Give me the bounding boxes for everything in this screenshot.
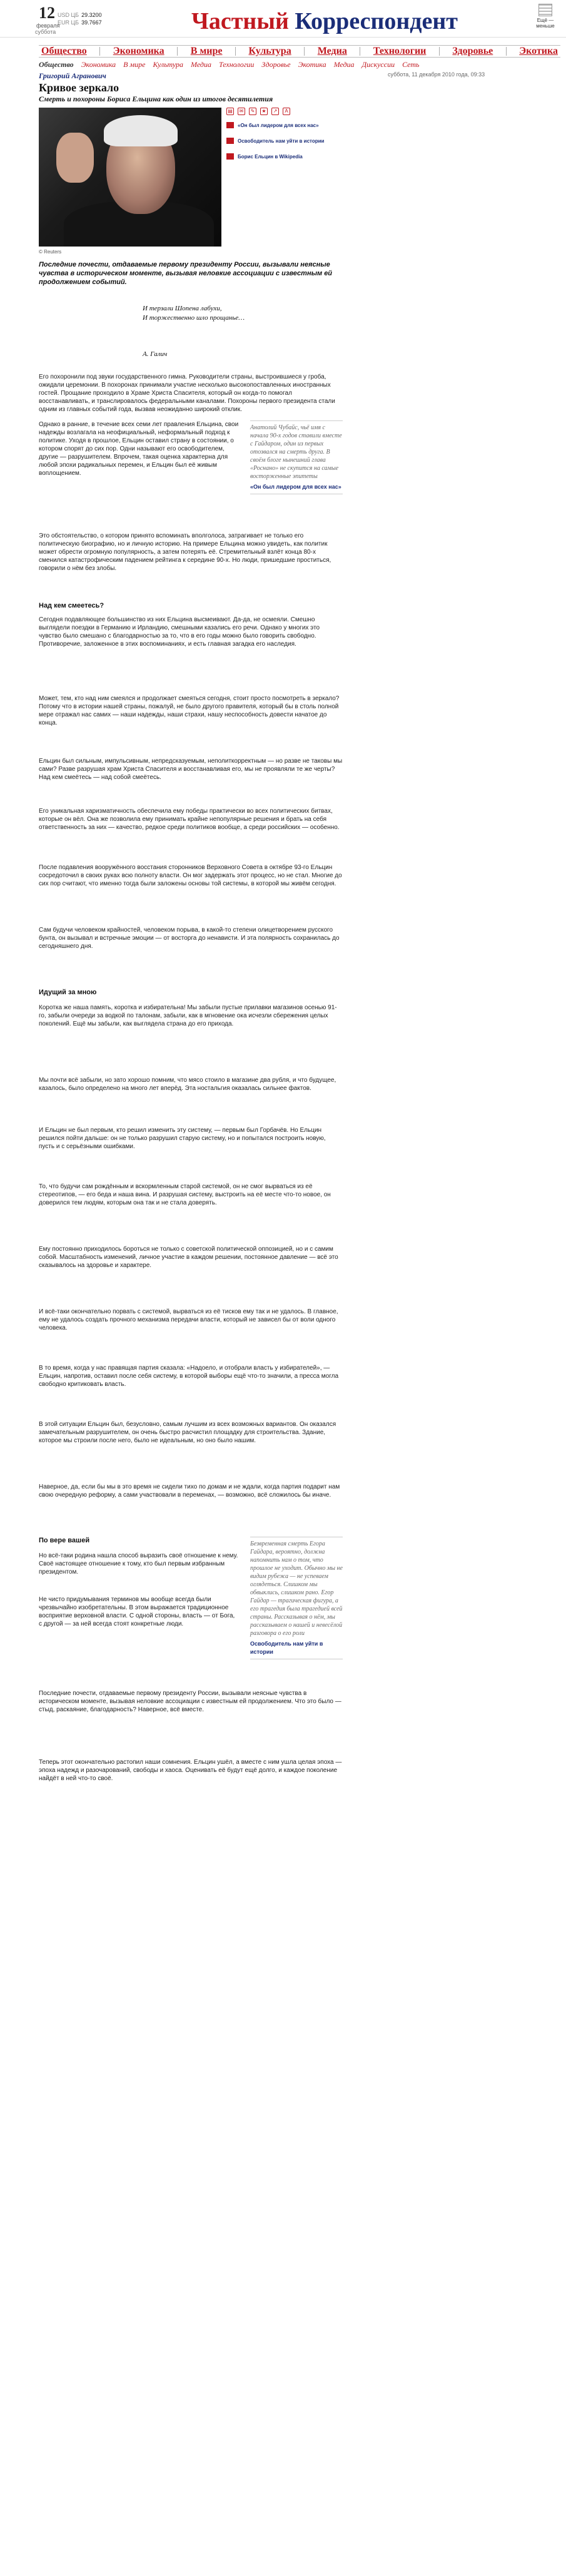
article-lead: Последние почести, отдаваемые первому президенту России, вызывали неясные чувства в историческом моменте, вызывая неловкие ассоциации с известным ей продолжением событий. <box>39 261 333 286</box>
font-size-icon[interactable]: A <box>283 108 290 115</box>
article-paragraph: Сегодня подавляющее большинство из них Ельцина высмеивают. Да-да, не осмеяли. Смешно выглядели поездки в Германию и Ирландию, смешными казались его речи. Однако у многих это чувство было смешано с благодарностью за то, что в его годы можно было говорить свободно. Противоречие, заложенное в этих воспоминаниях, и есть главная загадка его наследия. <box>39 616 320 648</box>
epigraph-line: И торжественно шло прощанье… <box>143 314 245 322</box>
logo-word-1: Частный <box>191 8 289 34</box>
rate-usd: USD ЦБ 29.3200 <box>58 12 102 18</box>
article-paragraph: Но всё-таки родина нашла способ выразить своё отношение к нему. Своё настоящее отношение к тому, кто был первым избранным президентом. <box>39 1552 238 1576</box>
related-link[interactable]: Освободитель нам уйти в истории <box>226 138 333 144</box>
photo-credit: © Reuters <box>39 249 62 255</box>
article-paragraph: И всё-таки окончательно порвать с системой, вырваться из её тисков ему так и не удалось. В главное, ему не удалось создать прочного механизма передачи власти, который не зависел бы от воли одного человека. <box>39 1308 338 1331</box>
photo-figure-hand <box>56 133 94 183</box>
share-icon[interactable]: ↗ <box>271 108 279 115</box>
date-month: февраля <box>36 23 60 29</box>
article-meta: суббота, 11 декабря 2010 года, 09:33 <box>388 71 485 78</box>
nav-divider <box>439 47 440 56</box>
subnav-item[interactable]: В мире <box>123 60 146 69</box>
subnav-item[interactable]: Дискуссии <box>361 60 395 69</box>
pull-quote-link[interactable]: «Он был лидером для всех нас» <box>250 484 341 490</box>
subnav-item[interactable]: Экотика <box>298 60 326 69</box>
nav-item-tech[interactable]: Технологии <box>373 46 427 56</box>
nav-item-exotic[interactable]: Экотика <box>519 46 558 56</box>
reader-mode-button[interactable] <box>532 4 559 29</box>
nav-divider <box>235 47 236 56</box>
nav-divider <box>99 47 100 56</box>
article-paragraph: Ему постоянно приходилось бороться не только с советской политической оппозицией, но и с самим собой. Масштабность изменений, личное участие в каждом решении, постоянное давление — всё это сказывалось на здоровье и характере. <box>39 1246 338 1269</box>
subnav-item[interactable]: Экономика <box>81 60 116 69</box>
photo-figure-hair <box>104 115 178 146</box>
subnav-item[interactable]: Культура <box>153 60 184 69</box>
epigraph-author: А. Галич <box>143 350 168 358</box>
article-paragraph: Это обстоятельство, о котором принято вспоминать вполголоса, затрагивает не только его политическую биографию, но и личную историю. На примере Ельцина можно увидеть, как политик может обрести огромную популярность, а затем потерять её. Стремительный взлёт конца 80-х сменился катастрофическим падением рейтинга к середине 90-х. Но люди, пришедшие проститься, говорили о нём без злобы. <box>39 532 331 572</box>
pull-quote-text: Анатолий Чубайс, чьё имя с начала 90-х годов ставили вместе с Гайдаром, один из первых отозвался на смерть друга. В своём блоге нынешний глава «Роснано» не скупится на самые восторженные эпитеты <box>250 424 342 480</box>
article-subtitle: Смерть и похороны Бориса Ельцина как один из итогов десятилетия <box>39 94 273 103</box>
site-logo[interactable] <box>191 8 458 35</box>
email-icon[interactable]: ✉ <box>238 108 245 115</box>
pull-quote <box>250 420 343 494</box>
article-photo <box>39 108 221 247</box>
pull-quote-text: Безвременная смерть Егора Гайдара, вероятно, должна напомнить нам о том, что прошлое не уходит. Обычно мы не видим рубежа — не успеваем оглядеться. Слишком мы обвыклись, слишком рано. Егор Гайдар — трагическая фигура, а его трагедия была трагедией всей страны. Рассказывая о нём, мы рассказываем о нашей и невесёлой разговора о его роли <box>250 1540 343 1637</box>
bookmark-icon[interactable]: ★ <box>260 108 268 115</box>
section-heading: По вере вашей <box>39 1537 90 1544</box>
nav-divider <box>177 47 178 56</box>
article-paragraph: В этой ситуации Ельцин был, безусловно, самым лучшим из всех возможных вариантов. Он оказался замечательным разрушителем, он очень быстро расчистил площадку для строительства. Здание, которое мы строили после него, было не идеальным, но оно было нашим. <box>39 1421 336 1444</box>
article-paragraph: После подавления вооружённого восстания сторонников Верховного Совета в октябре 93-го Ельцин сосредоточил в своих руках всю полноту власти. Он мог задержать этот процесс, но не стал. Многие до сих пор считают, что именно тогда были заложены основы той системы, в которой мы живём сегодня. <box>39 864 342 887</box>
main-nav <box>39 45 560 58</box>
article-paragraph: Однако в ранние, в течение всех семи лет правления Ельцина, свои надежды возлагала на неофициальный, неформальный подход к политике. Уходя в прошлое, Ельцин оставил страну в состоянии, о котором спорят до сих пор. Одни называют его освободителем, другие — разрушителем. Впрочем, такая оценка характерна для любой эпохи радикальных перемен, и Ельцин был её живым воплощением. <box>39 421 239 477</box>
pull-quote <box>250 1537 343 1659</box>
subnav-item[interactable]: Технологии <box>218 60 255 69</box>
article-paragraph: В то время, когда у нас правящая партия сказала: «Надоело, и отобрали власть у избирателей», — Ельцин, напротив, оставил после себя систему, в которой выборы ещё что-то значили, а пресса могла свободно критиковать власть. <box>39 1365 339 1388</box>
nav-divider <box>506 47 507 56</box>
nav-divider <box>304 47 305 56</box>
article-paragraph: Наверное, да, если бы мы в это время не сидели тихо по домам и не ждали, когда партия подарит нам свою очередную реформу, а сами участвовали в переменах, — возможно, всё сложилось бы иначе. <box>39 1484 340 1499</box>
article-paragraph: Его уникальная харизматичность обеспечила ему победы практически во всех политических битвах, которые он вёл. Она же позволила ему принимать крайне непопулярные решения и брать на себя ответственность за них — качество, редкое среди политиков вообще, а среди российских — особенно. <box>39 808 340 831</box>
article-paragraph: То, что будучи сам рождённым и вскормленным старой системой, он не смог вырваться из её стереотипов, — его беда и наша вина. И разрушая систему, выстроить на её месте что-то новое, он доверился тем людям, которым она так и не стала доверять. <box>39 1183 331 1206</box>
article-paragraph: И Ельцин не был первым, кто решил изменить эту систему, — первым был Горбачёв. Но Ельцин решился пойти дальше: он не только разрушил старую систему, но и попытался построить новую, пусть и с серьёзными ошибками. <box>39 1127 326 1150</box>
article-paragraph: Мы почти всё забыли, но зато хорошо помним, что мясо стоило в магазине два рубля, и что будущее, казалось, было определено на много лет вперёд. Эта ностальгия оказалась сильнее фактов. <box>39 1077 336 1092</box>
related-link[interactable]: Борис Ельцин в Wikipedia <box>226 154 333 160</box>
article-paragraph: Ельцин был сильным, импульсивным, непредсказуемым, неполиткорректным — но разве не таковы мы сами? Разве разрушая храм Христа Спасителя и восстанавливая его, мы не проявляли те же черты? Над кем смеётесь — над собой смеётесь. <box>39 758 343 781</box>
pull-quote-link[interactable]: Освободитель нам уйти в истории <box>250 1641 323 1655</box>
related-links <box>226 123 333 170</box>
print-icon[interactable]: ▤ <box>226 108 234 115</box>
article-tools <box>226 108 339 116</box>
article-paragraph: Последние почести, отдаваемые первому президенту России, вызывали неясные чувства в историческом моменте, вызывая неловкие ассоциации с известным ей продолжением. Что это было — стыд, раскаяние, благодарность? Наверное, всё вместе. <box>39 1690 341 1713</box>
date-day: 12 <box>39 4 55 22</box>
related-link[interactable]: «Он был лидером для всех нас» <box>226 123 333 128</box>
nav-item-health[interactable]: Здоровье <box>452 46 493 56</box>
article-paragraph: Сам будучи человеком крайностей, человеком порыва, в какой-то степени олицетворением русского бунта, он вызывал и встречные эмоции — от восторга до ненависти. И эта полярность сохранилась до сегодняшнего дня. <box>39 927 340 950</box>
nav-item-culture[interactable]: Культура <box>248 46 291 56</box>
subnav-item[interactable]: Медиа <box>191 60 211 69</box>
reader-label: Ещё — меньше <box>536 18 555 29</box>
nav-item-economy[interactable]: Экономика <box>113 46 164 56</box>
subnav-item[interactable]: Медиа <box>333 60 355 69</box>
article-paragraph: Не чисто придумывания терминов мы вообще всегда были чрезвычайно изобретательны. В этом выражается традиционное восприятие верховной власти. С одной стороны, власть — от Бога, с другой — за ней всегда стоят конкретные люди. <box>39 1596 235 1627</box>
nav-item-society[interactable]: Общество <box>41 46 87 56</box>
comment-icon[interactable]: ✎ <box>249 108 256 115</box>
subnav-item[interactable]: Сеть <box>402 60 420 69</box>
article-title: Кривое зеркало <box>39 81 119 94</box>
article-paragraph: Теперь этот окончательно растопил наши сомнения. Ельцин ушёл, а вместе с ним ушла целая эпоха — эпоха надежд и разочарований, свободы и хаоса. Оценивать её будут ещё долго, и каждое поколение найдёт в ней что-то своё. <box>39 1759 342 1782</box>
logo-word-2: Корреспондент <box>295 8 458 34</box>
reader-icon <box>538 4 552 16</box>
section-heading: Идущий за мною <box>39 989 97 996</box>
subnav-item[interactable]: Общество <box>39 60 74 69</box>
epigraph <box>143 304 330 323</box>
currency-rates <box>58 11 102 26</box>
article-author[interactable]: Григорий Агранович <box>39 71 106 80</box>
rate-eur: EUR ЦБ 39.7667 <box>58 19 102 26</box>
sub-nav <box>39 60 560 69</box>
epigraph-line: И терзали Шопена лабухи, <box>143 305 222 312</box>
nav-item-world[interactable]: В мире <box>190 46 223 56</box>
section-heading: Над кем смеетесь? <box>39 602 104 609</box>
nav-item-media[interactable]: Медиа <box>317 46 347 56</box>
subnav-item[interactable]: Здоровье <box>261 60 291 69</box>
article-paragraph: Может, тем, кто над ним смеялся и продолжает смеяться сегодня, стоит просто посмотреть в зеркало? Потому что в истории нашей страны, пожалуй, не было другого правителя, который бы в столь полной мере отражал нас самих — наши надежды, наши страхи, нашу неспособность довести начатое до конца. <box>39 695 340 726</box>
article-paragraph: Его похоронили под звуки государственного гимна. Руководители страны, выстроившиеся у гроба, ожидали церемонии. В похоронах принимали участие несколько высокопоставленных иностранных гостей. Прощание проходило в Храме Христа Спасителя, который он когда-то помогал восстанавливать, и транслировалось федеральными каналами. Похороны первого президента стали одним из главных событий года, вызвав неожиданно широкий отклик. <box>39 374 335 413</box>
date-weekday: суббота <box>35 29 56 35</box>
article-paragraph: Коротка же наша память, коротка и избирательна! Мы забыли пустые прилавки магазинов осенью 91-го, забыли очереди за водкой по талонам, забыли, как в мгновение ока исчезли сбережения целых поколений. Ещё мы забыли, как выглядела страна до его прихода. <box>39 1004 337 1027</box>
site-header <box>0 0 566 38</box>
